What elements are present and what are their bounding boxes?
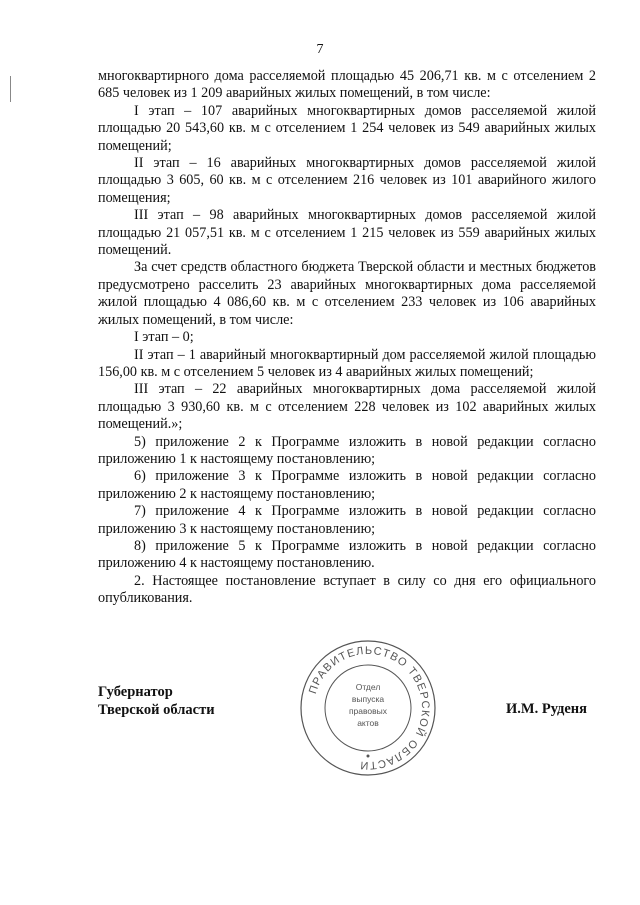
seal-ring-text: ПРАВИТЕЛЬСТВО ТВЕРСКОЙ ОБЛАСТИ bbox=[307, 644, 432, 772]
seal-center-line: выпуска bbox=[351, 694, 385, 704]
paragraph: II этап – 1 аварийный многоквартирный дом расселяемой жилой площадью 156,00 кв. м с отселением 5 человек из 4 аварийных жилых помещений; bbox=[98, 346, 596, 380]
paragraph: III этап – 22 аварийных многоквартирных дома расселяемой жилой площадью 3 930,60 кв. м с отселением 228 человек из 102 аварийных жилых помещений.»; bbox=[98, 381, 596, 433]
paragraph: За счет средств областного бюджета Тверской области и местных бюджетов предусмотрено расселить 23 аварийных многоквартирных дома расселяемой жилой площадью 4 086,60 кв. м с отселением 233 человек из 106 аварийных жилых помещений, в том числе: bbox=[98, 259, 596, 328]
document-body bbox=[98, 68, 596, 608]
signatory-title-line: Губернатор bbox=[98, 684, 173, 700]
signatory-title bbox=[98, 683, 215, 719]
official-seal bbox=[298, 638, 438, 778]
signatory-name: И.М. Руденя bbox=[506, 701, 588, 717]
paragraph: II этап – 16 аварийных многоквартирных домов расселяемой жилой площадью 3 605, 60 кв. м с отселением 216 человек из 101 аварийного жилого помещения; bbox=[98, 155, 596, 206]
seal-center-line: актов bbox=[357, 718, 379, 728]
paragraph: III этап – 98 аварийных многоквартирных домов расселяемой жилой площадью 21 057,51 кв. м с отселением 1 215 человек из 559 аварийных жилых помещений. bbox=[98, 207, 596, 259]
signatory-title-line: Тверской области bbox=[98, 702, 215, 718]
paragraph: 5) приложение 2 к Программе изложить в новой редакции согласно приложению 1 к настоящему постановлению; bbox=[98, 433, 596, 467]
seal-center-line: Отдел bbox=[355, 682, 381, 692]
seal-dot bbox=[367, 755, 370, 758]
paragraph: 2. Настоящее постановление вступает в силу со дня его официального опубликования. bbox=[98, 572, 596, 607]
page-number: 7 bbox=[316, 42, 324, 57]
paragraph: I этап – 107 аварийных многоквартирных домов расселяемой жилой площадью 20 543,60 кв. м с отселением 1 254 человек из 549 аварийных жилых помещений; bbox=[98, 102, 596, 154]
margin-mark bbox=[10, 76, 11, 102]
paragraph: 6) приложение 3 к Программе изложить в новой редакции согласно приложению 2 к настоящему постановлению; bbox=[98, 468, 596, 502]
paragraph: I этап – 0; bbox=[134, 329, 194, 346]
seal-center-line: правовых bbox=[348, 706, 388, 716]
paragraph: многоквартирного дома расселяемой площадью 45 206,71 кв. м с отселением 2 685 человек из 1 209 аварийных жилых помещений, в том числе: bbox=[98, 68, 596, 102]
paragraph: 8) приложение 5 к Программе изложить в новой редакции согласно приложению 4 к настоящему постановлению. bbox=[98, 537, 596, 572]
paragraph: 7) приложение 4 к Программе изложить в новой редакции согласно приложению 3 к настоящему постановлению; bbox=[98, 503, 596, 537]
